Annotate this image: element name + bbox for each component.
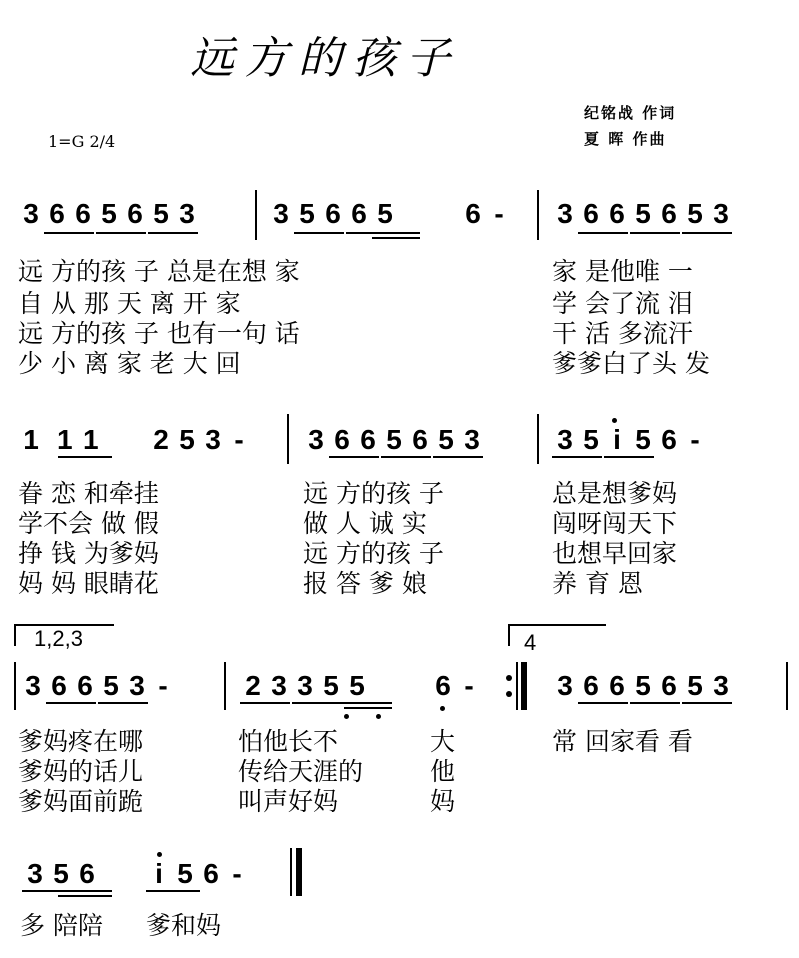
note: 3 (205, 424, 221, 455)
barline (224, 662, 226, 710)
volta-label: 4 (524, 630, 537, 655)
note: 5 (103, 670, 119, 701)
note: 6 (325, 198, 341, 229)
note: 6 (360, 424, 376, 455)
row3-measure3 (430, 670, 482, 702)
row2-measure2 (148, 424, 252, 456)
note: 5 (687, 198, 703, 229)
beam-underline (372, 237, 420, 239)
note: 2 (245, 670, 261, 701)
note: - (234, 424, 244, 455)
low-octave-dot (344, 714, 349, 719)
note: 5 (179, 424, 195, 455)
note: 3 (713, 198, 729, 229)
beam-underline (292, 702, 392, 704)
low-octave-dot (440, 706, 445, 711)
lyric-line: 做 人 诚 实 (303, 509, 427, 538)
note: 6 (49, 198, 65, 229)
note: 6 (583, 670, 599, 701)
key-signature: 1=G 2/4 (48, 132, 116, 151)
lyric-line: 远 方的孩 子 (303, 539, 444, 568)
lyric-line: 叫声好妈 (238, 787, 339, 816)
lyric-line: 学不会 做 假 (18, 509, 159, 538)
note: 3 (273, 198, 289, 229)
lyric-line: 传给天涯的 (238, 757, 364, 786)
note: 5 (438, 424, 454, 455)
lyric-line: 爹妈面前跪 (18, 787, 144, 816)
low-octave-dot (376, 714, 381, 719)
note: 6 (661, 670, 677, 701)
beam-underline (46, 702, 96, 704)
lyric-line: 怕他长不 (238, 727, 339, 756)
note: 5 (299, 198, 315, 229)
beam-underline (240, 702, 290, 704)
beam-underline (294, 232, 344, 234)
note: 5 (153, 198, 169, 229)
row2-measure3 (303, 424, 485, 456)
row4-measure2 (146, 858, 250, 890)
lyric-line: 多 陪陪 (20, 911, 103, 940)
lyric-line: 家 是他唯 一 (552, 257, 693, 286)
note: 1 (23, 424, 39, 455)
repeat-dot (506, 675, 512, 681)
note: 3 (271, 670, 287, 701)
lyric-line: 总是想爹妈 (552, 479, 678, 508)
note: 3 (557, 670, 573, 701)
barline (14, 662, 16, 710)
beam-underline (96, 232, 146, 234)
note: 6 (77, 670, 93, 701)
note: - (232, 858, 242, 889)
note: 5 (349, 670, 365, 701)
note: 5 (386, 424, 402, 455)
note: 1 (56, 424, 73, 455)
beam-underline (630, 232, 680, 234)
beam-underline (682, 232, 732, 234)
lyric-line: 妈 (430, 787, 456, 816)
lyric-line: 远 方的孩 子 也有一句 话 (18, 319, 300, 348)
row1-measure4 (552, 198, 734, 230)
lyric-line: 养 育 恩 (552, 569, 643, 598)
note: 6 (75, 198, 91, 229)
beam-underline (381, 456, 431, 458)
row1-measure1 (18, 198, 200, 230)
note: 3 (27, 858, 43, 889)
note: 6 (583, 198, 599, 229)
lyric-line: 妈 妈 眼睛花 (18, 569, 159, 598)
beam-underline (682, 702, 732, 704)
lyric-line: 学 会了流 泪 (552, 289, 693, 318)
note: 3 (557, 424, 573, 455)
barline (255, 190, 257, 240)
note: 3 (464, 424, 480, 455)
row2-measure1 (18, 424, 104, 456)
note: 5 (177, 858, 193, 889)
beam-underline (346, 232, 420, 234)
high-octave-dot (612, 418, 617, 423)
lyric-line: 也想早回家 (552, 539, 678, 568)
beam-underline (329, 456, 379, 458)
beam-underline (58, 895, 112, 897)
note: 6 (79, 858, 95, 889)
beam-underline (22, 890, 112, 892)
volta-label: 1,2,3 (34, 626, 83, 651)
row3-measure2 (240, 670, 370, 702)
repeat-end-barline (521, 662, 527, 710)
note: 3 (129, 670, 145, 701)
lyric-line: 爹和妈 (146, 911, 222, 940)
note: 2 (153, 424, 169, 455)
note: - (690, 424, 700, 455)
note: 6 (435, 670, 451, 701)
barline (786, 662, 788, 710)
composer-credit: 夏 晖 作曲 (584, 130, 667, 148)
note: 6 (661, 424, 677, 455)
note: 3 (713, 670, 729, 701)
note: 3 (308, 424, 324, 455)
note: 6 (351, 198, 367, 229)
note: i (155, 858, 163, 889)
note: 5 (635, 198, 651, 229)
beam-underline (630, 702, 680, 704)
beam-underline (578, 702, 628, 704)
barline (287, 414, 289, 464)
beam-underline (344, 707, 392, 709)
note: 6 (661, 198, 677, 229)
row3-measure4 (552, 670, 734, 702)
lyricist-credit: 纪铭战 作词 (584, 104, 677, 122)
note: 6 (609, 198, 625, 229)
note: 3 (297, 670, 313, 701)
beam-underline (148, 232, 198, 234)
note: 5 (323, 670, 339, 701)
beam-underline (433, 456, 483, 458)
note: 3 (557, 198, 573, 229)
note: - (464, 670, 474, 701)
barline (537, 414, 539, 464)
barline (516, 662, 518, 710)
beam-underline (578, 232, 628, 234)
note: 6 (203, 858, 219, 889)
lyric-line: 大 (430, 727, 456, 756)
barline (537, 190, 539, 240)
beam-underline (58, 456, 112, 458)
row2-measure4 (552, 424, 708, 456)
lyric-line: 报 答 爹 娘 (303, 569, 427, 598)
note: 5 (583, 424, 599, 455)
note: 6 (51, 670, 67, 701)
row1-measure2 (268, 198, 398, 230)
note: 6 (412, 424, 428, 455)
lyric-line: 干 活 多流汗 (552, 319, 693, 348)
lyric-line: 闯呀闯天下 (552, 509, 678, 538)
note: 5 (53, 858, 69, 889)
row1-measure3 (460, 198, 512, 230)
lyric-line: 爹妈疼在哪 (18, 727, 144, 756)
beam-underline (98, 702, 148, 704)
repeat-dot (506, 691, 512, 697)
note: 3 (23, 198, 39, 229)
volta-bracket-2 (508, 624, 606, 646)
note: 3 (179, 198, 195, 229)
lyric-line: 爹妈的话儿 (18, 757, 144, 786)
lyric-line: 眷 恋 和牵挂 (18, 479, 159, 508)
row4-measure1 (22, 858, 100, 890)
song-title: 远方的孩子 (190, 33, 460, 84)
barline (290, 848, 292, 896)
lyric-line: 他 (430, 757, 456, 786)
note: 5 (687, 670, 703, 701)
beam-underline (604, 456, 654, 458)
row3-measure1 (20, 670, 176, 702)
note: 6 (127, 198, 143, 229)
note: 5 (377, 198, 393, 229)
lyric-line: 自 从 那 天 离 开 家 (18, 289, 241, 318)
note: 6 (334, 424, 350, 455)
lyric-line: 常 回家看 看 (552, 727, 693, 756)
note: 6 (609, 670, 625, 701)
note: 5 (101, 198, 117, 229)
note: 5 (635, 670, 651, 701)
note: 6 (465, 198, 481, 229)
note: 3 (25, 670, 41, 701)
lyric-line: 挣 钱 为爹妈 (18, 539, 159, 568)
lyric-line: 爹爹白了头 发 (552, 349, 710, 378)
note: 1 (82, 424, 99, 455)
lyric-line: 少 小 离 家 老 大 回 (18, 349, 241, 378)
note: - (494, 198, 504, 229)
lyric-line: 远 方的孩 子 总是在想 家 (18, 257, 300, 286)
beam-underline (146, 890, 200, 892)
high-octave-dot (157, 852, 162, 857)
note: 5 (635, 424, 651, 455)
final-barline (296, 848, 302, 896)
lyric-line: 远 方的孩 子 (303, 479, 444, 508)
beam-underline (552, 456, 602, 458)
note: - (158, 670, 168, 701)
note: i (613, 424, 621, 455)
beam-underline (44, 232, 94, 234)
